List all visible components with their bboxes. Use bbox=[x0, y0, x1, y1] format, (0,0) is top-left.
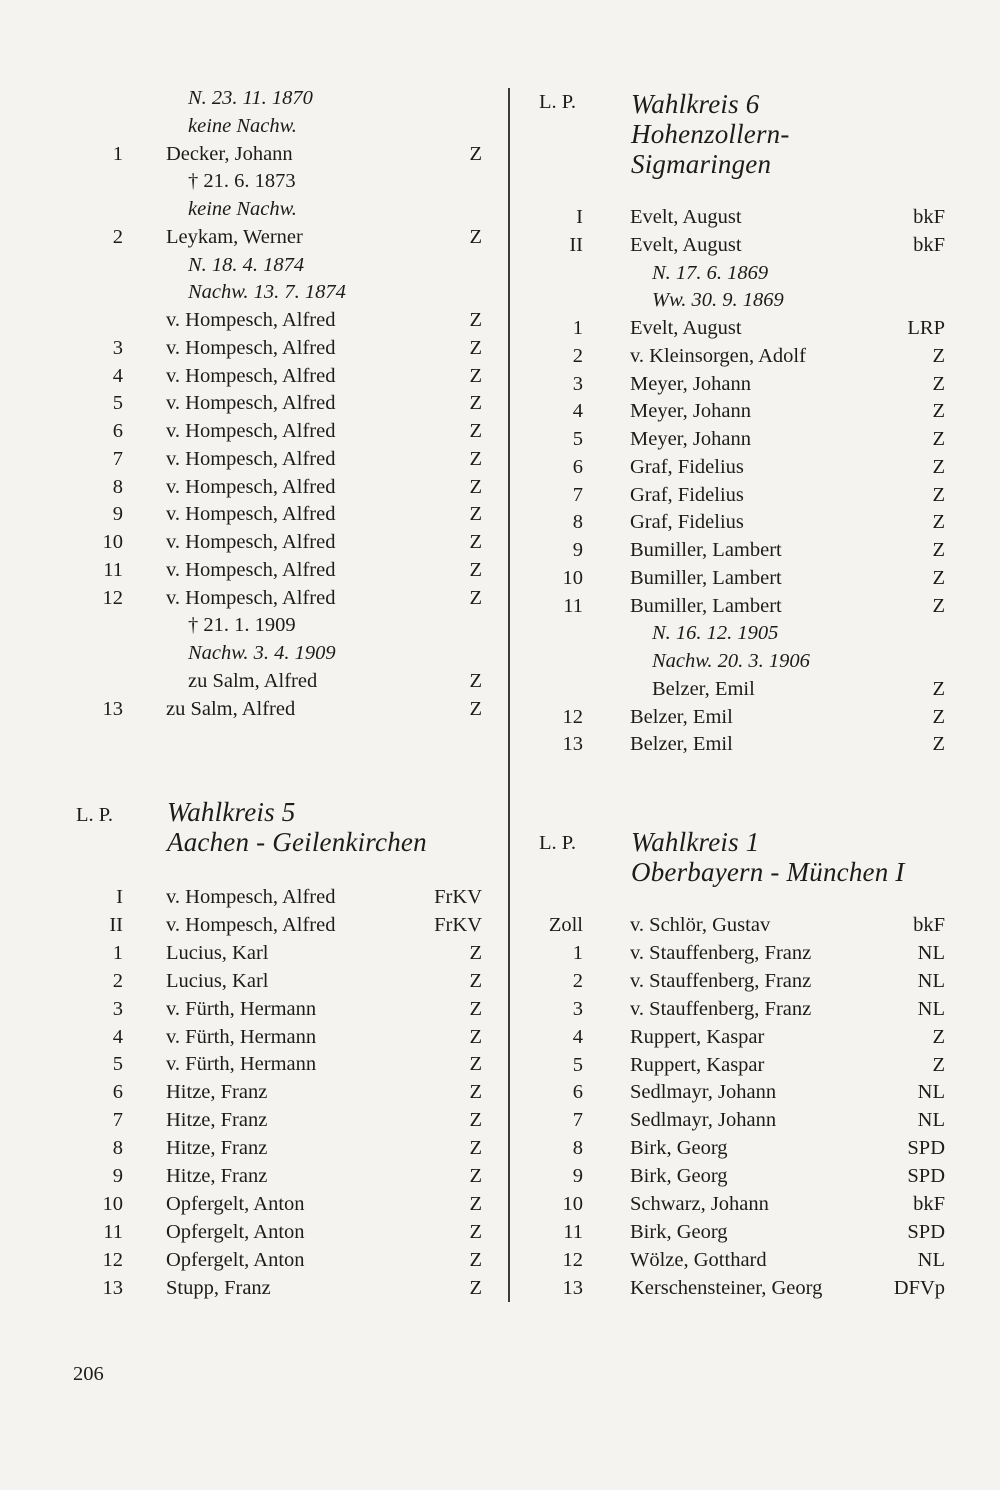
list-position: 2 bbox=[112, 969, 123, 992]
table-row bbox=[0, 675, 1000, 703]
party: Z bbox=[469, 1053, 482, 1076]
party: FrKV bbox=[434, 886, 482, 908]
party: SPD bbox=[907, 1137, 945, 1160]
table-row bbox=[0, 286, 1000, 314]
list-position: 9 bbox=[112, 1165, 123, 1187]
list-position: 13 bbox=[102, 1276, 123, 1299]
party: NL bbox=[917, 969, 945, 992]
member-name: v. Hompesch, Alfred bbox=[166, 558, 336, 581]
member-name: keine Nachw. bbox=[188, 198, 297, 220]
district-title-line-3: Sigmaringen bbox=[631, 149, 772, 179]
table-row bbox=[0, 203, 1000, 231]
list-position: 1 bbox=[112, 941, 123, 964]
table-row bbox=[0, 536, 1000, 564]
table-row bbox=[0, 84, 1000, 112]
table-row bbox=[0, 1134, 1000, 1162]
member-name: v. Fürth, Hermann bbox=[166, 997, 317, 1020]
party: Z bbox=[932, 539, 945, 561]
table-row bbox=[0, 1162, 1000, 1190]
table-row bbox=[0, 703, 1000, 731]
party: Z bbox=[932, 400, 945, 423]
table-row bbox=[0, 397, 1000, 425]
member-name: zu Salm, Alfred bbox=[166, 697, 296, 720]
member-name: Bumiller, Lambert bbox=[630, 594, 782, 617]
member-name: zu Salm, Alfred bbox=[188, 669, 318, 692]
party: Z bbox=[469, 586, 482, 609]
party: Z bbox=[469, 531, 482, 553]
member-name: v. Stauffenberg, Franz bbox=[630, 997, 812, 1020]
member-name: Evelt, August bbox=[630, 317, 742, 339]
member-name: Hitze, Franz bbox=[166, 1137, 268, 1160]
party: Z bbox=[469, 669, 482, 692]
list-position: 3 bbox=[112, 997, 123, 1020]
table-row bbox=[0, 1246, 1000, 1274]
party: Z bbox=[469, 225, 482, 248]
list-position: 5 bbox=[572, 428, 583, 450]
member-name: Graf, Fidelius bbox=[630, 511, 744, 534]
party: Z bbox=[932, 483, 945, 506]
table-row bbox=[0, 425, 1000, 453]
member-name: Opfergelt, Anton bbox=[166, 1220, 305, 1243]
member-name: Opfergelt, Anton bbox=[166, 1248, 305, 1271]
party: Z bbox=[932, 1025, 945, 1048]
member-name: Meyer, Johann bbox=[630, 400, 752, 423]
member-name: Wölze, Gotthard bbox=[630, 1248, 767, 1271]
lp-header-right-1: L. P. bbox=[539, 91, 577, 113]
party: NL bbox=[917, 1248, 945, 1271]
member-name: v. Hompesch, Alfred bbox=[166, 309, 336, 331]
member-name: Nachw. 13. 7. 1874 bbox=[188, 281, 346, 304]
district-title-line-2: Aachen - Geilenkirchen bbox=[167, 827, 427, 857]
table-row bbox=[0, 481, 1000, 509]
table-row bbox=[0, 231, 1000, 259]
party: bkF bbox=[913, 233, 945, 256]
party: Z bbox=[469, 1192, 482, 1215]
table-row bbox=[0, 342, 1000, 370]
member-name: Graf, Fidelius bbox=[630, 455, 744, 478]
member-name: Hitze, Franz bbox=[166, 1109, 268, 1132]
list-position: 8 bbox=[112, 475, 123, 498]
party: Z bbox=[469, 420, 482, 442]
district-title-line-1: Wahlkreis 6 bbox=[631, 89, 760, 119]
table-row bbox=[0, 112, 1000, 140]
table-row bbox=[0, 508, 1000, 536]
list-position: 12 bbox=[562, 705, 583, 728]
list-position: 11 bbox=[563, 1220, 583, 1243]
table-row bbox=[0, 259, 1000, 287]
party: Z bbox=[932, 677, 945, 700]
page-number: 206 bbox=[73, 1363, 104, 1385]
list-position: 7 bbox=[572, 1109, 583, 1132]
member-name: v. Kleinsorgen, Adolf bbox=[630, 344, 806, 367]
member-name: Meyer, Johann bbox=[630, 428, 752, 450]
district-title-line-2: Hohenzollern- bbox=[631, 119, 790, 149]
table-row bbox=[0, 730, 1000, 758]
table-row bbox=[0, 370, 1000, 398]
list-position: 1 bbox=[572, 317, 583, 339]
member-name: Ruppert, Kaspar bbox=[630, 1053, 765, 1076]
member-name: Ruppert, Kaspar bbox=[630, 1025, 765, 1048]
list-position: 5 bbox=[112, 1053, 123, 1076]
list-position: 13 bbox=[562, 733, 583, 756]
member-name: v. Hompesch, Alfred bbox=[166, 475, 336, 498]
table-row bbox=[0, 939, 1000, 967]
party: Z bbox=[469, 1165, 482, 1187]
member-name: Lucius, Karl bbox=[166, 969, 269, 992]
list-position: 7 bbox=[112, 447, 123, 470]
party: Z bbox=[469, 475, 482, 498]
party: Z bbox=[932, 705, 945, 728]
table-row bbox=[0, 1051, 1000, 1079]
party: NL bbox=[917, 1081, 945, 1104]
list-position: 4 bbox=[572, 1025, 583, 1048]
party: Z bbox=[469, 503, 482, 526]
party: LRP bbox=[907, 317, 945, 339]
list-position: 11 bbox=[563, 594, 583, 617]
party: SPD bbox=[907, 1165, 945, 1188]
list-position: 10 bbox=[102, 531, 123, 553]
list-position: 4 bbox=[112, 364, 123, 387]
table-row bbox=[0, 995, 1000, 1023]
list-position: Zoll bbox=[548, 914, 583, 936]
member-name: Ww. 30. 9. 1869 bbox=[652, 289, 784, 312]
table-row bbox=[0, 1218, 1000, 1246]
member-name: N. 23. 11. 1870 bbox=[188, 87, 313, 109]
list-position: 7 bbox=[112, 1109, 123, 1132]
list-position: 13 bbox=[102, 697, 123, 720]
list-position: 2 bbox=[572, 344, 583, 367]
list-position: 6 bbox=[112, 1081, 123, 1104]
member-name: Meyer, Johann bbox=[630, 372, 752, 395]
member-name: Lucius, Karl bbox=[166, 941, 269, 964]
party: Z bbox=[469, 697, 482, 720]
list-position: 12 bbox=[102, 586, 123, 609]
member-name: Schwarz, Johann bbox=[630, 1193, 769, 1215]
member-name: Kerschensteiner, Georg bbox=[630, 1276, 823, 1299]
party: Z bbox=[932, 455, 945, 478]
party: DFVp bbox=[893, 1276, 945, 1299]
party: Z bbox=[932, 594, 945, 617]
party: Z bbox=[469, 392, 482, 415]
party: FrKV bbox=[434, 913, 482, 936]
member-name: v. Stauffenberg, Franz bbox=[630, 941, 812, 964]
list-position: 10 bbox=[562, 566, 583, 589]
list-position: I bbox=[116, 886, 123, 908]
member-name: keine Nachw. bbox=[188, 114, 297, 137]
table-row bbox=[0, 564, 1000, 592]
member-name: Decker, Johann bbox=[166, 142, 293, 165]
party: bkF bbox=[913, 206, 945, 228]
list-position: 9 bbox=[572, 1165, 583, 1188]
list-position: 5 bbox=[572, 1053, 583, 1076]
party: Z bbox=[932, 511, 945, 534]
party: Z bbox=[469, 447, 482, 470]
table-row bbox=[0, 314, 1000, 342]
list-position: 10 bbox=[562, 1193, 583, 1215]
table-row bbox=[0, 140, 1000, 168]
table-row bbox=[0, 453, 1000, 481]
list-position: 1 bbox=[572, 941, 583, 964]
member-name: v. Hompesch, Alfred bbox=[166, 886, 336, 908]
list-position: 4 bbox=[572, 400, 583, 423]
member-name: v. Hompesch, Alfred bbox=[166, 364, 336, 387]
list-position: 6 bbox=[112, 420, 123, 442]
list-position: I bbox=[576, 206, 583, 228]
list-position: 12 bbox=[102, 1248, 123, 1271]
member-name: v. Hompesch, Alfred bbox=[166, 336, 336, 359]
member-name: v. Fürth, Hermann bbox=[166, 1053, 317, 1076]
member-name: N. 17. 6. 1869 bbox=[652, 261, 769, 284]
member-name: Birk, Georg bbox=[630, 1137, 728, 1160]
member-name: † 21. 1. 1909 bbox=[188, 614, 296, 637]
member-name: Belzer, Emil bbox=[630, 733, 733, 756]
member-name: v. Hompesch, Alfred bbox=[166, 913, 336, 936]
list-position: 4 bbox=[112, 1025, 123, 1048]
party: Z bbox=[469, 309, 482, 331]
list-position: 8 bbox=[112, 1137, 123, 1160]
table-row bbox=[0, 167, 1000, 195]
party: Z bbox=[469, 142, 482, 165]
party: Z bbox=[932, 566, 945, 589]
list-position: 2 bbox=[112, 225, 123, 248]
member-name: v. Hompesch, Alfred bbox=[166, 586, 336, 609]
member-name: v. Hompesch, Alfred bbox=[166, 531, 336, 553]
member-name: Nachw. 3. 4. 1909 bbox=[188, 642, 336, 664]
party: NL bbox=[917, 941, 945, 964]
list-position: 3 bbox=[572, 372, 583, 395]
district-title-line-1: Wahlkreis 5 bbox=[167, 797, 296, 827]
member-name: Birk, Georg bbox=[630, 1220, 728, 1243]
table-row bbox=[0, 1190, 1000, 1218]
party: Z bbox=[469, 969, 482, 992]
member-name: N. 18. 4. 1874 bbox=[188, 253, 305, 276]
party: Z bbox=[932, 1053, 945, 1076]
district-title-line-1: Wahlkreis 1 bbox=[631, 827, 760, 857]
list-position: 12 bbox=[562, 1248, 583, 1271]
list-position: 11 bbox=[103, 1220, 123, 1243]
party: bkF bbox=[913, 1193, 945, 1215]
list-position: II bbox=[569, 233, 583, 256]
party: Z bbox=[932, 344, 945, 367]
member-name: v. Hompesch, Alfred bbox=[166, 447, 336, 470]
party: Z bbox=[469, 364, 482, 387]
member-name: Evelt, August bbox=[630, 206, 742, 228]
member-name: Hitze, Franz bbox=[166, 1081, 268, 1104]
lp-header-left: L. P. bbox=[76, 804, 114, 826]
member-name: Sedlmayr, Johann bbox=[630, 1081, 777, 1104]
member-name: Stupp, Franz bbox=[166, 1276, 271, 1299]
member-name: Bumiller, Lambert bbox=[630, 539, 782, 561]
party: NL bbox=[917, 1109, 945, 1132]
table-row bbox=[0, 1106, 1000, 1134]
member-name: v. Hompesch, Alfred bbox=[166, 420, 336, 442]
member-name: Opfergelt, Anton bbox=[166, 1192, 305, 1215]
member-name: v. Hompesch, Alfred bbox=[166, 392, 336, 415]
member-name: v. Hompesch, Alfred bbox=[166, 503, 336, 526]
party: Z bbox=[469, 1276, 482, 1299]
party: Z bbox=[469, 1137, 482, 1160]
list-position: 7 bbox=[572, 483, 583, 506]
member-name: Sedlmayr, Johann bbox=[630, 1109, 777, 1132]
list-position: 6 bbox=[572, 1081, 583, 1104]
table-row bbox=[0, 647, 1000, 675]
party: Z bbox=[469, 336, 482, 359]
table-row bbox=[0, 883, 1000, 911]
table-row bbox=[0, 967, 1000, 995]
member-name: N. 16. 12. 1905 bbox=[652, 622, 779, 645]
party: Z bbox=[469, 1025, 482, 1048]
party: Z bbox=[932, 428, 945, 450]
lp-header-right-2: L. P. bbox=[539, 832, 577, 854]
list-position: 1 bbox=[112, 142, 123, 165]
party: bkF bbox=[913, 914, 945, 936]
member-name: v. Fürth, Hermann bbox=[166, 1025, 317, 1048]
list-position: 9 bbox=[572, 539, 583, 561]
party: Z bbox=[469, 941, 482, 964]
member-name: v. Schlör, Gustav bbox=[630, 914, 771, 936]
party: SPD bbox=[907, 1220, 945, 1243]
member-name: Graf, Fidelius bbox=[630, 483, 744, 506]
list-position: 13 bbox=[562, 1276, 583, 1299]
list-position: 3 bbox=[112, 336, 123, 359]
list-position: 8 bbox=[572, 511, 583, 534]
table-row bbox=[0, 1078, 1000, 1106]
party: Z bbox=[932, 372, 945, 395]
party: Z bbox=[469, 997, 482, 1020]
member-name: Nachw. 20. 3. 1906 bbox=[652, 650, 810, 672]
party: Z bbox=[469, 558, 482, 581]
party: Z bbox=[469, 1109, 482, 1132]
member-name: Bumiller, Lambert bbox=[630, 566, 782, 589]
party: NL bbox=[917, 997, 945, 1020]
party: Z bbox=[469, 1220, 482, 1243]
member-name: † 21. 6. 1873 bbox=[188, 170, 296, 193]
table-row bbox=[0, 619, 1000, 647]
table-row bbox=[0, 1274, 1000, 1302]
list-position: 9 bbox=[112, 503, 123, 526]
district-title-line-2: Oberbayern - München I bbox=[631, 857, 905, 887]
member-name: v. Stauffenberg, Franz bbox=[630, 969, 812, 992]
list-position: II bbox=[109, 913, 123, 936]
member-name: Leykam, Werner bbox=[166, 225, 303, 248]
table-row bbox=[0, 592, 1000, 620]
list-position: 5 bbox=[112, 392, 123, 415]
party: Z bbox=[469, 1248, 482, 1271]
member-name: Hitze, Franz bbox=[166, 1165, 268, 1187]
list-position: 3 bbox=[572, 997, 583, 1020]
table-row bbox=[0, 1023, 1000, 1051]
list-position: 8 bbox=[572, 1137, 583, 1160]
member-name: Evelt, August bbox=[630, 233, 742, 256]
list-position: 11 bbox=[103, 558, 123, 581]
member-name: Birk, Georg bbox=[630, 1165, 728, 1188]
table-row bbox=[0, 911, 1000, 939]
list-position: 6 bbox=[572, 455, 583, 478]
member-name: Belzer, Emil bbox=[652, 677, 755, 700]
party: Z bbox=[469, 1081, 482, 1104]
list-position: 10 bbox=[102, 1192, 123, 1215]
member-name: Belzer, Emil bbox=[630, 705, 733, 728]
party: Z bbox=[932, 733, 945, 756]
list-position: 2 bbox=[572, 969, 583, 992]
